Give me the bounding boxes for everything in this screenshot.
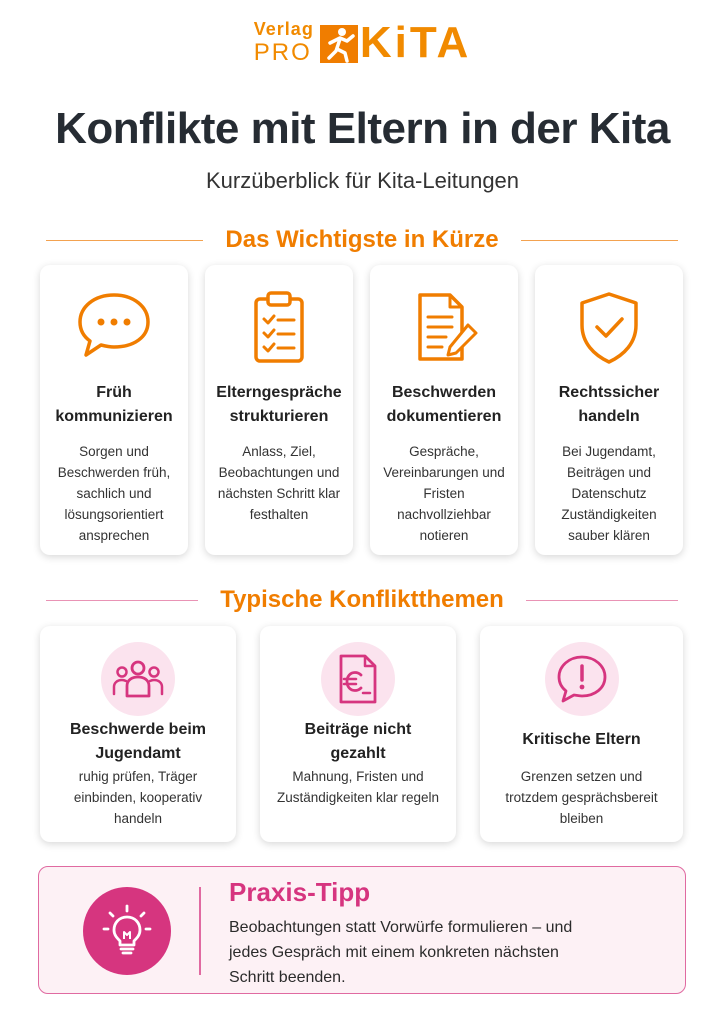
euro-invoice-icon [335,653,381,705]
section-heading-key-points [46,226,678,254]
card-title: Kritische Eltern [522,731,641,748]
tip-title: Praxis-Tipp [229,877,371,907]
card-title: Früh kommunizieren [55,384,173,425]
card-text: Grenzen setzen und trotzdem gesprächsbereit bleiben [505,769,658,826]
section-title: Das Wichtigste in Kürze [225,226,499,253]
card-text: Sorgen und Beschwerden früh, sachlich und lösungsorientiert ansprechen [57,444,171,543]
card-title: Rechtssicher handeln [558,384,660,425]
divider-line [46,600,198,601]
logo-verlag-text: Verlag [253,19,314,39]
card-act-legally [535,265,683,555]
card-text: Anlass, Ziel, Beobachtungen und nächsten Schritt klar festhalten [217,444,341,522]
lightbulb-icon [97,901,157,961]
practice-tip-box [38,866,686,994]
card-youth-office-complaint [40,626,236,842]
page-subtitle: Kurzüberblick für Kita-Leitungen [205,168,520,193]
card-structure-talks [205,265,353,555]
card-fees-unpaid [260,626,456,842]
document-pen-icon [406,289,482,367]
section-title: Typische Konfliktthemen [220,586,504,613]
page-title: Konflikte mit Eltern in der Kita [55,104,670,153]
clipboard-checklist-icon [244,289,314,367]
logo-wordmark [254,20,314,65]
logo-kita-text: KiTA [359,18,472,67]
card-text: ruhig prüfen, Träger einbinden, kooperativ handeln [73,769,203,826]
card-document-complaints [370,265,518,555]
logo-pro-text: PRO [253,39,312,66]
divider-line [526,600,678,601]
card-text: Mahnung, Fristen und Zuständigkeiten klar regeln [276,769,440,805]
people-group-icon [111,656,165,702]
speech-bubble-icon [74,289,154,361]
divider-line [521,240,678,241]
logo-mark [320,18,472,67]
shield-check-icon [574,289,644,367]
card-title: Beschwerden dokumentieren [386,384,502,425]
card-communicate-early [40,265,188,555]
divider-line [46,240,203,241]
card-title: Beschwerde beim Jugendamt [69,721,207,762]
running-child-icon [320,21,360,65]
exclamation-bubble-icon [555,653,609,705]
card-text: Gespräche, Vereinbarungen und Fristen nachvollziehbar notieren [383,444,505,543]
tip-text: Beobachtungen statt Vorwürfe formulieren – und jedes Gespräch mit einem konkreten nächsten Schritt beenden. [229,919,573,986]
card-title: Beiträge nicht gezahlt [304,721,412,762]
card-title: Elterngespräche strukturieren [216,384,342,425]
publisher-logo [0,20,725,65]
card-critical-parents [480,626,683,842]
card-text: Bei Jugendamt, Beiträgen und Datenschutz Zuständigkeiten sauber klären [561,444,657,543]
section-heading-conflict-topics [46,586,678,614]
tip-divider [199,887,201,975]
